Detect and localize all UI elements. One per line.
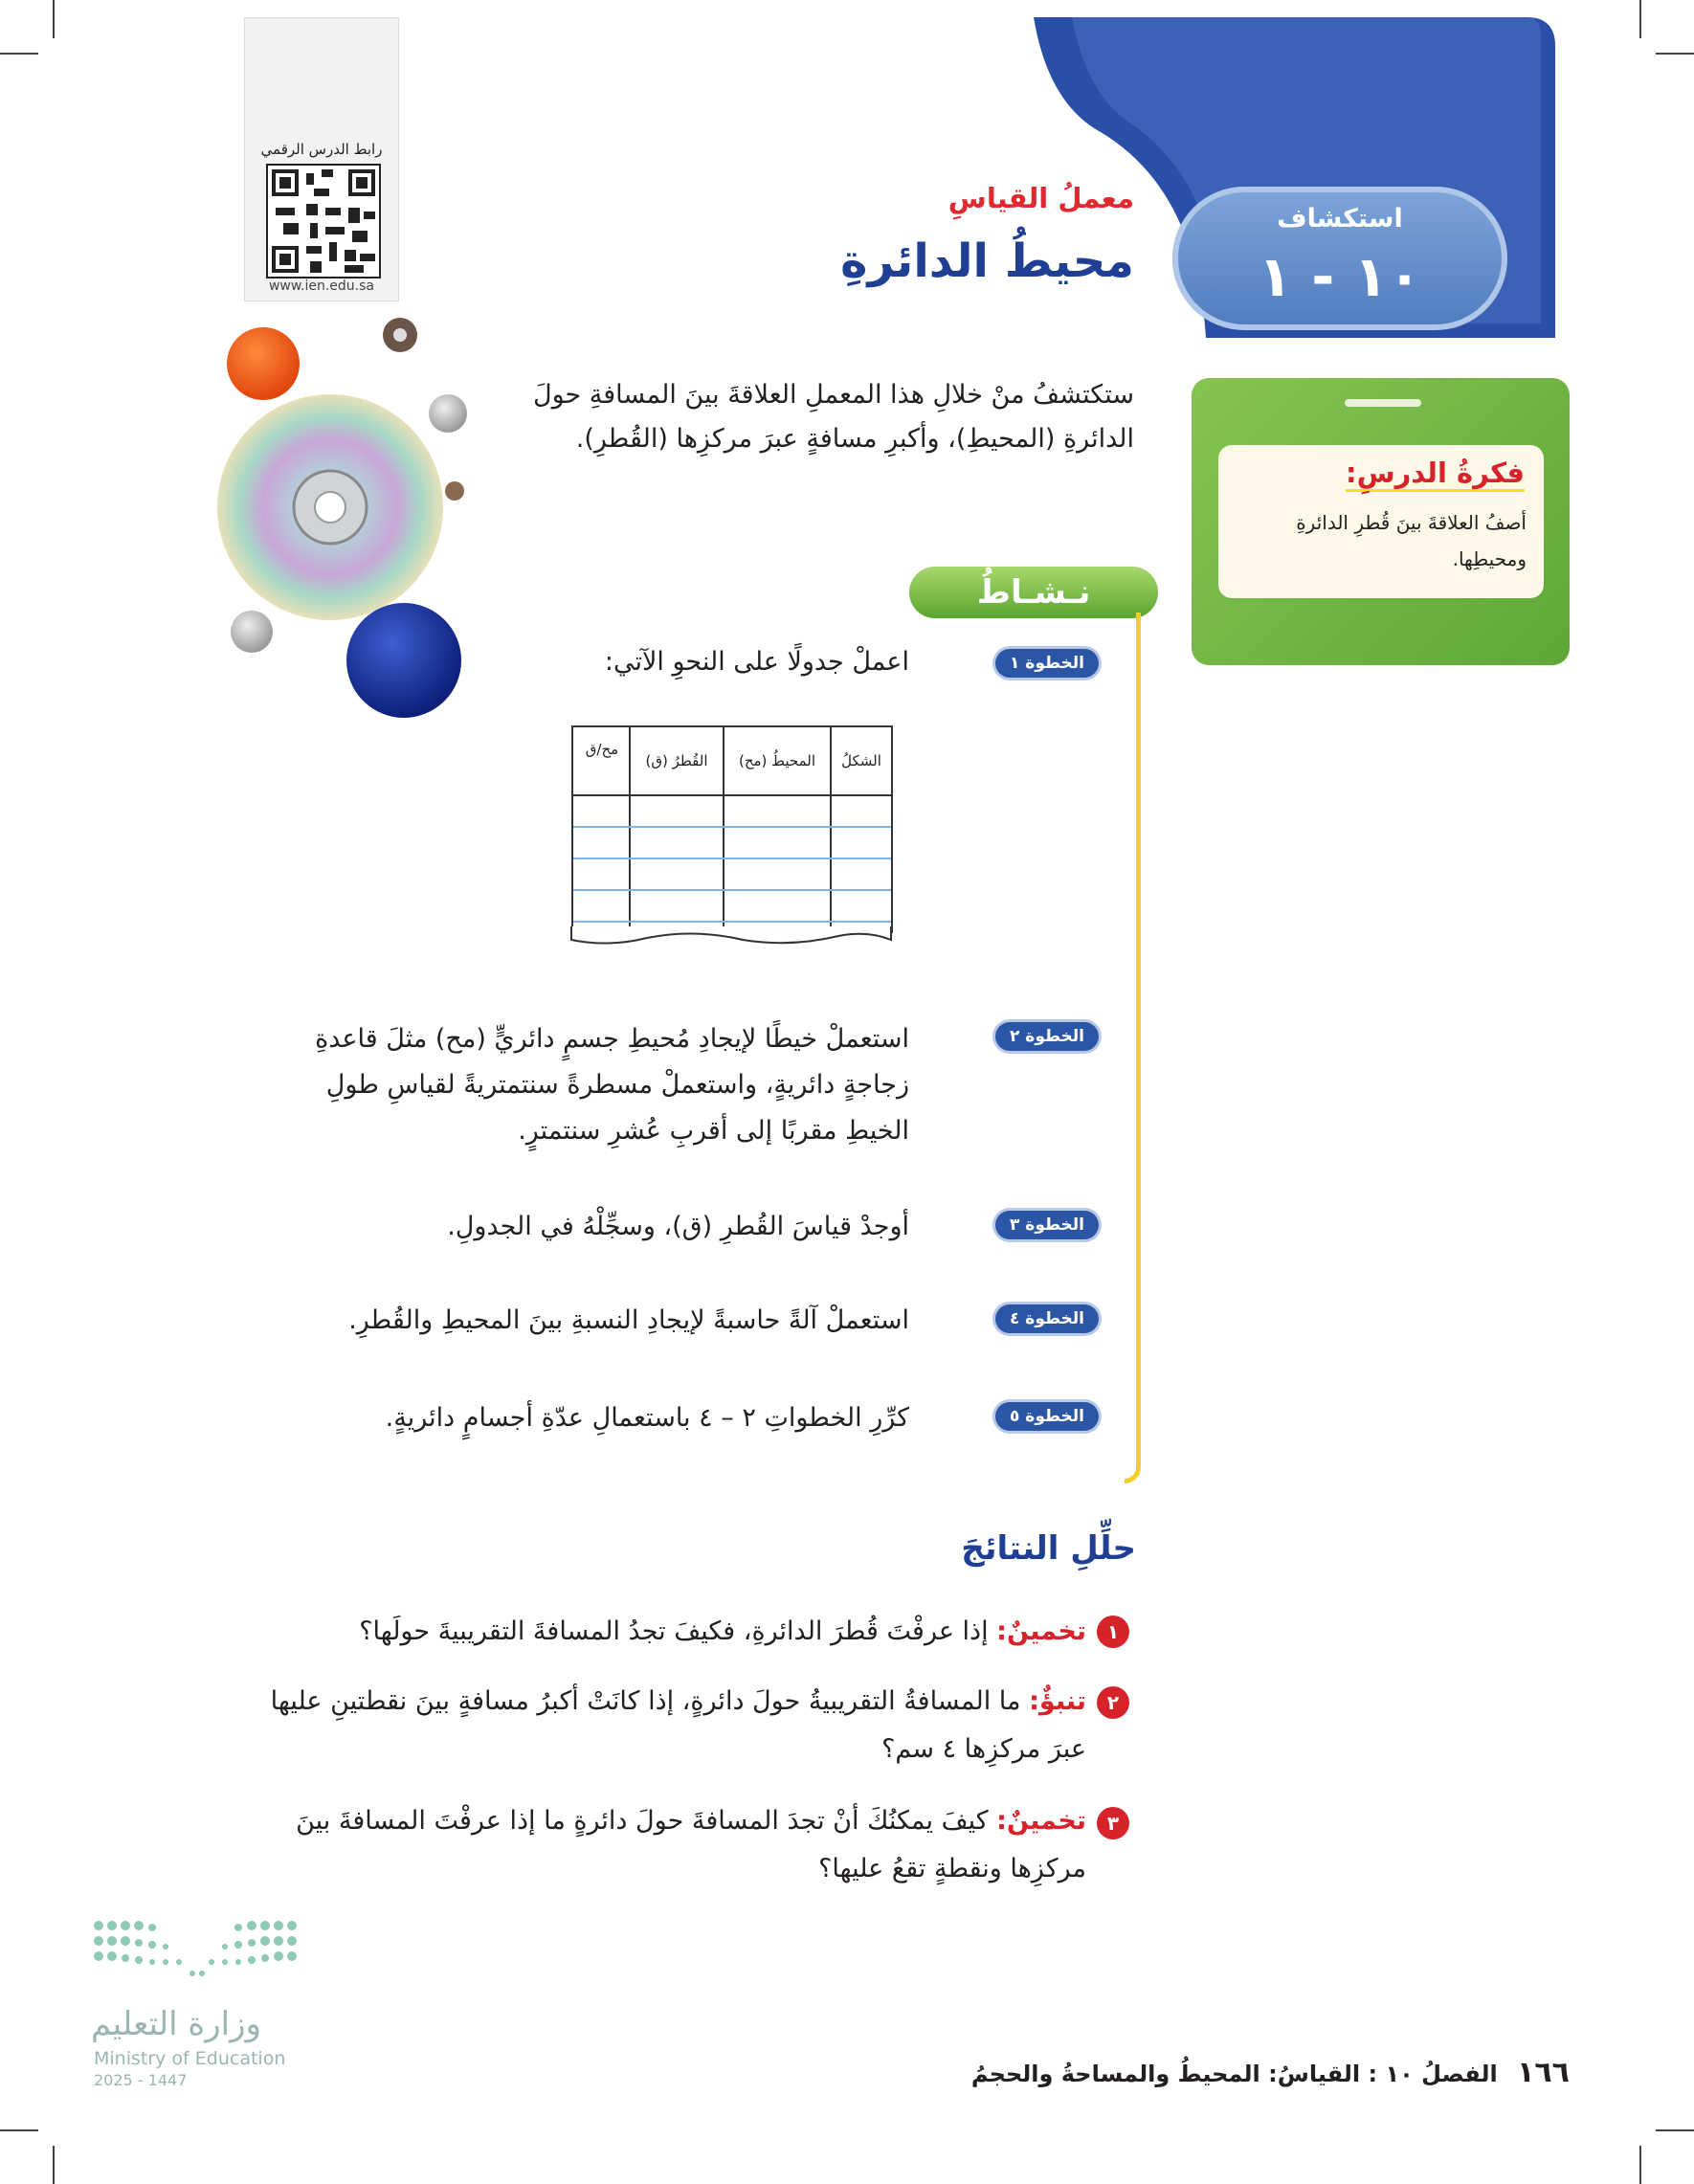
question-1-number: ١ — [1097, 1616, 1129, 1648]
activity-pill: نـشـاطُ — [909, 567, 1158, 618]
table-row-line — [573, 921, 891, 923]
section-label: استكشاف — [1277, 204, 1403, 234]
lesson-idea-box — [1192, 378, 1570, 665]
table-header-shape: الشكلُ — [841, 752, 881, 769]
intro-paragraph: ستكتشفُ منْ خلالِ هذا المعملِ العلاقةَ بينَ المسافةِ حولَ الدائرةِ (المحيطِ)، وأكبرِ مسافةٍ عبرَ مركزِها (القُطرِ). — [532, 380, 1134, 454]
question-1-key: تخمينٌ: — [996, 1616, 1086, 1646]
table-header-circumference: المحيطُ (مح) — [738, 752, 816, 769]
table-header-ratio: مح/ق — [585, 741, 619, 758]
step-3-text: أوجدْ قياسَ القُطرِ (ق)، وسجِّلْهُ في الجدولِ. — [447, 1212, 909, 1241]
table-torn-edge — [570, 926, 892, 949]
question-3-text: كيفَ يمكنُكَ أنْ تجدَ المسافةَ حولَ دائرةٍ ما إذا عرفْتَ المسافةَ بينَ مركزِها ونقطةٍ تقعُ عليها؟ — [296, 1806, 1086, 1883]
question-1-text: إذا عرفْتَ قُطرَ الدائرةِ، فكيفَ تجدُ المسافةَ التقريبيةَ حولَها؟ — [359, 1616, 989, 1646]
digital-lesson-qr-card[interactable] — [244, 17, 399, 301]
question-3 — [254, 1797, 1086, 1893]
ministry-name-en: Ministry of Education — [94, 2048, 286, 2069]
step-2-badge: الخطوة ٢ — [995, 1022, 1099, 1051]
crop-mark — [0, 53, 38, 55]
step-1-text: اعملْ جدولًا على النحوِ الآتي: — [604, 647, 909, 677]
question-2-number: ٢ — [1097, 1686, 1129, 1719]
qr-url: www.ien.edu.sa — [268, 279, 375, 294]
crop-mark — [1639, 2146, 1641, 2184]
table-col-divider — [629, 727, 631, 933]
table-header-diameter: القُطرُ (ق) — [645, 752, 708, 769]
question-2-key: تنبؤٌ: — [1029, 1686, 1086, 1716]
question-1 — [263, 1608, 1086, 1656]
question-2 — [254, 1678, 1086, 1773]
table-row-line — [573, 858, 891, 859]
qr-code-icon[interactable] — [266, 164, 381, 279]
analyze-results-title: حلِّلِ النتائجَ — [961, 1529, 1136, 1568]
ministry-name-ar: وزارة التعليم — [91, 2005, 261, 2043]
table-row-line — [573, 826, 891, 828]
question-3-key: تخمينٌ: — [996, 1806, 1086, 1836]
crop-mark — [53, 2146, 55, 2184]
step-4-badge: الخطوة ٤ — [995, 1304, 1099, 1333]
lesson-idea-content — [1218, 445, 1544, 598]
table-col-divider — [830, 727, 832, 933]
idea-box-tab — [1345, 399, 1421, 407]
section-badge — [1172, 187, 1507, 330]
crop-mark — [53, 0, 55, 38]
crop-mark — [1656, 2129, 1694, 2131]
lesson-idea-text: أصفُ العلاقةَ بينَ قُطرِ الدائرةِ ومحيطِها. — [1296, 511, 1527, 570]
table-col-divider — [723, 727, 724, 933]
crop-mark — [1656, 53, 1694, 55]
step-5-text: كرِّرِ الخطواتِ ٢ – ٤ باستعمالِ عدّةِ أجسامٍ دائريةٍ. — [385, 1403, 909, 1433]
activity-border-line — [1125, 613, 1141, 1483]
qr-label: رابط الدرس الرقمي — [260, 141, 383, 158]
section-number: ١٠ - ١ — [1258, 244, 1422, 309]
step-1-badge: الخطوة ١ — [995, 649, 1099, 678]
crop-mark — [1639, 0, 1641, 38]
step-3-badge: الخطوة ٣ — [995, 1211, 1099, 1239]
step-2-text: استعملْ خيطًا لإيجادِ مُحيطِ جسمٍ دائريٍّ (مح) مثلَ قاعدةِ زجاجةٍ دائريةٍ، واستعملْ مسطرةً سنتمتريةً لقياسِ طولِ الخيطِ مقربًا إلى أقربِ عُشرِ سنتمترٍ. — [315, 1024, 909, 1146]
page-footer — [971, 2056, 1570, 2089]
page-number: ١٦٦ — [1517, 2056, 1570, 2089]
lab-label: معملُ القياسِ — [947, 182, 1134, 214]
chapter-title: الفصلُ ١٠ : القياسُ: المحيطُ والمساحةُ والحجمُ — [970, 2061, 1498, 2087]
crop-mark — [0, 2129, 38, 2131]
table-row-line — [573, 889, 891, 891]
ministry-logo-icon — [91, 1914, 301, 1991]
question-2-text: ما المسافةُ التقريبيةُ حولَ دائرةٍ، إذا كانَتْ أكبرُ مسافةٍ بينَ نقطتينِ عليها عبرَ مركزِها ٤ سم؟ — [270, 1686, 1086, 1764]
data-table — [571, 725, 893, 933]
ministry-year: 2025 - 1447 — [94, 2071, 188, 2089]
step-5-badge: الخطوة ٥ — [995, 1402, 1099, 1431]
step-4-text: استعملْ آلةً حاسبةً لإيجادِ النسبةِ بينَ المحيطِ والقُطرِ. — [348, 1305, 909, 1335]
page-title: محيطُ الدائرةِ — [840, 234, 1134, 288]
lesson-idea-title: فكرةُ الدرسِ: — [1346, 457, 1525, 492]
question-3-number: ٣ — [1097, 1807, 1129, 1839]
